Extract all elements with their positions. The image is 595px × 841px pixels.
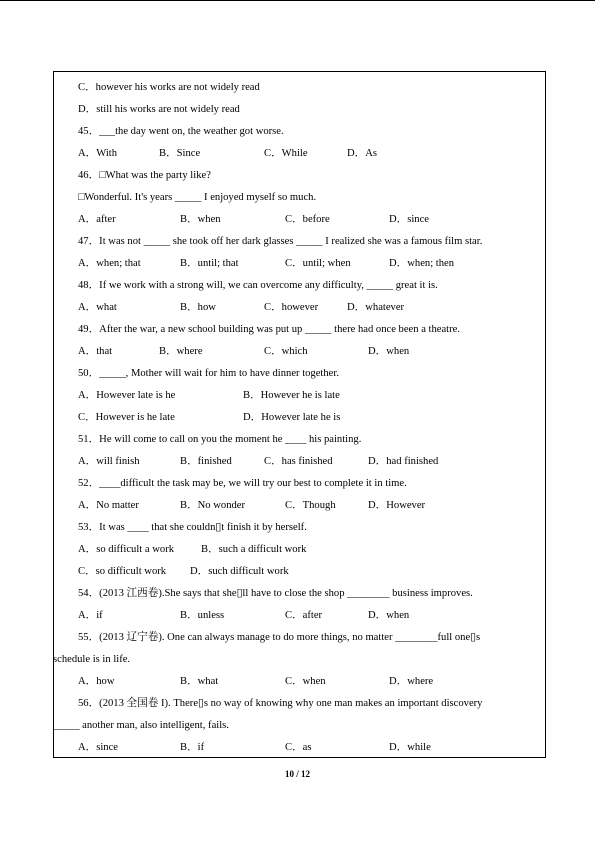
q53-option-a: A．so difficult a work xyxy=(78,544,175,555)
q54-option-c: C．after xyxy=(285,610,323,621)
q54-option-b: B．unless xyxy=(180,610,225,621)
q48-option-a: A．what xyxy=(78,302,117,313)
question-51: 51．He will come to call on you the moment he ____ his painting. xyxy=(78,434,362,445)
question-47: 47．It was not _____ she took off her dark glasses _____ I realized she was a famous film star. xyxy=(78,236,483,247)
q47-option-a: A．when; that xyxy=(78,258,141,269)
q52-option-d: D．However xyxy=(368,500,426,511)
q49-option-b: B．where xyxy=(159,346,203,357)
q50-option-b: B．However he is late xyxy=(243,390,340,401)
q54-option-a: A．if xyxy=(78,610,103,621)
q50-option-c: C．However is he late xyxy=(78,412,175,423)
q45-option-a: A．With xyxy=(78,148,118,159)
q46-option-a: A．after xyxy=(78,214,116,225)
q55-option-a: A．how xyxy=(78,676,115,687)
q47-option-c: C．until; when xyxy=(285,258,351,269)
q49-option-d: D．when xyxy=(368,346,410,357)
question-55-continued: schedule is in life. xyxy=(53,654,131,665)
q52-option-a: A．No matter xyxy=(78,500,139,511)
option-d-prev: D．still his works are not widely read xyxy=(78,104,240,115)
q47-option-d: D．when; then xyxy=(389,258,455,269)
q45-option-d: D．As xyxy=(347,148,378,159)
q49-option-c: C．which xyxy=(264,346,308,357)
q52-option-b: B．No wonder xyxy=(180,500,246,511)
q48-option-c: C．however xyxy=(264,302,319,313)
q51-option-c: C．has finished xyxy=(264,456,333,467)
q48-option-d: D．whatever xyxy=(347,302,405,313)
q52-option-c: C．Though xyxy=(285,500,336,511)
q50-option-a: A．However late is he xyxy=(78,390,176,401)
q55-option-b: B．what xyxy=(180,676,219,687)
q47-option-b: B．until; that xyxy=(180,258,239,269)
q46-option-c: C．before xyxy=(285,214,330,225)
q51-option-b: B．finished xyxy=(180,456,232,467)
q48-option-b: B．how xyxy=(180,302,216,313)
top-rule xyxy=(0,0,595,1)
question-55: 55．(2013 辽宁卷). One can always manage to do more things, no matter ________full one▯s xyxy=(78,632,481,643)
question-48: 48．If we work with a strong will, we can overcome any difficulty, _____ great it is. xyxy=(78,280,438,291)
question-54: 54．(2013 江西卷).She says that she▯ll have to close the shop ________ business improves. xyxy=(78,588,473,599)
question-46: 46．□What was the party like? xyxy=(78,170,211,181)
q53-option-d: D．such difficult work xyxy=(190,566,289,577)
q54-option-d: D．when xyxy=(368,610,410,621)
question-52: 52．____difficult the task may be, we will try our best to complete it in time. xyxy=(78,478,407,489)
q56-option-c: C．as xyxy=(285,742,312,753)
q46-option-b: B．when xyxy=(180,214,221,225)
q53-option-b: B．such a difficult work xyxy=(201,544,307,555)
q56-option-d: D．while xyxy=(389,742,431,753)
q50-option-d: D．However late he is xyxy=(243,412,341,423)
q55-option-d: D．where xyxy=(389,676,434,687)
q56-option-a: A．since xyxy=(78,742,119,753)
q51-option-a: A．will finish xyxy=(78,456,140,467)
q45-option-b: B．Since xyxy=(159,148,201,159)
q55-option-c: C．when xyxy=(285,676,326,687)
q46-option-d: D．since xyxy=(389,214,430,225)
question-50: 50．_____, Mother will wait for him to have dinner together. xyxy=(78,368,339,379)
q45-option-c: C．While xyxy=(264,148,308,159)
question-46-reply: □Wonderful. It's years _____ I enjoyed myself so much. xyxy=(78,192,317,203)
option-c-prev: C．however his works are not widely read xyxy=(78,82,260,93)
q49-option-a: A．that xyxy=(78,346,113,357)
page-number: 10 / 12 xyxy=(284,769,310,779)
question-56: 56．(2013 全国卷 I). There▯s no way of knowing why one man makes an important discovery xyxy=(78,698,483,709)
q51-option-d: D．had finished xyxy=(368,456,439,467)
question-49: 49．After the war, a new school building was put up _____ there had once been a theatre. xyxy=(78,324,461,335)
q56-option-b: B．if xyxy=(180,742,205,753)
question-53: 53．It was ____ that she couldn▯t finish it by herself. xyxy=(78,522,307,533)
question-45: 45．___the day went on, the weather got worse. xyxy=(78,126,284,137)
question-56-continued: _____ another man, also intelligent, fails. xyxy=(53,720,229,731)
q53-option-c: C．so difficult work xyxy=(78,566,167,577)
